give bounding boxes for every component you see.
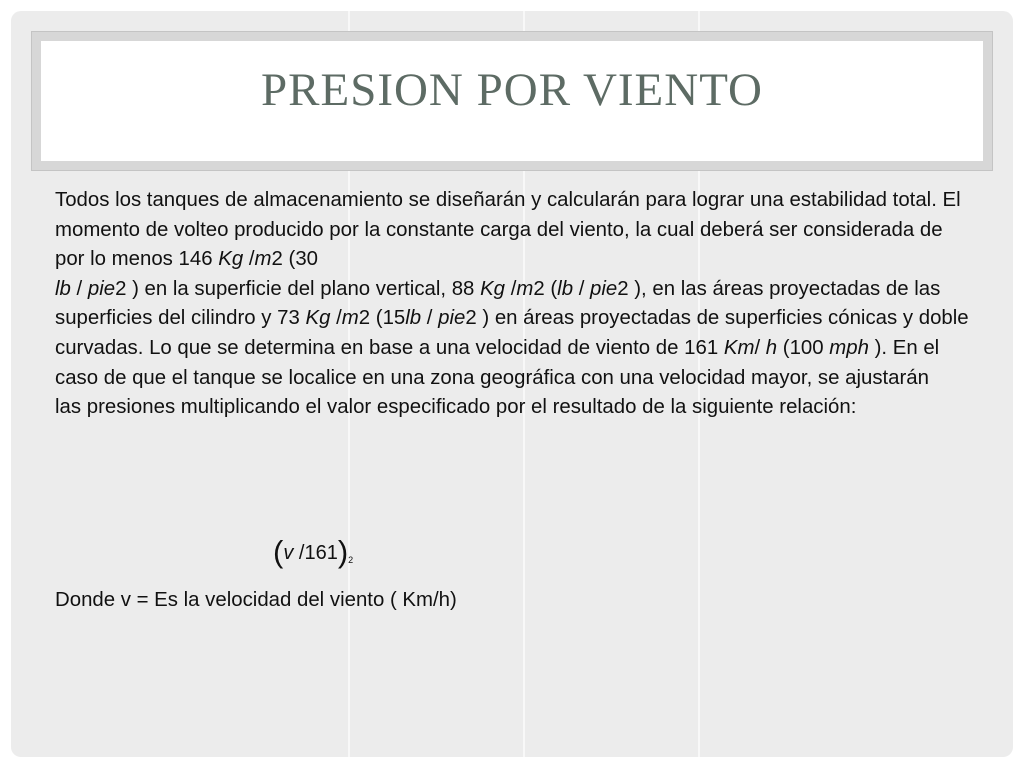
unit-m: m [254,248,272,271]
unit-kg: Kg [218,248,244,271]
text-run: / [330,307,342,330]
formula [273,534,354,574]
formula-open-paren: ( [273,534,284,569]
unit-lb: lb [55,277,71,300]
title-box [41,41,983,161]
text-run: 2 (15 [358,307,406,330]
unit-kg: Kg [480,277,506,300]
unit-h: h [765,336,778,359]
unit-km: Km [723,336,755,359]
text-run: las presiones multiplicando el valor especificado por el resultado de la siguiente relación: [55,396,857,419]
text-run: 2 ) en la superficie del plano vertical, 88 [115,277,481,300]
unit-m: m [516,277,534,300]
unit-pie: pie [87,277,116,300]
formula-exponent: 2 [348,555,354,565]
paragraph [55,186,975,423]
text-run: / [243,248,255,271]
unit-mph: mph [829,336,869,359]
slide [11,11,1013,757]
text-run: 2 ) en áreas proyectadas de superficies cónicas y doble curvadas. Lo que se determina en base a una velocidad de viento de 161 [55,307,969,359]
unit-lb: lb [405,307,422,330]
text-run: 2 ( [533,277,558,300]
unit-lb: lb [557,277,574,300]
text-run: / [505,277,517,300]
slide-title: PRESION POR VIENTO [261,64,763,116]
text-run: / [421,307,439,330]
title-frame [31,31,993,171]
formula-variable: v [283,542,294,564]
text-run: 2 ), en las áreas proyectadas de las superficies del cilindro y 73 [55,277,941,330]
text-run: / [70,277,88,300]
formula-close-paren: ) [337,534,349,569]
text-run: / [573,277,591,300]
text-run: ). En el caso de que el tanque se localice en una zona geográfica con una velocidad mayor, se ajustarán [55,336,940,389]
body-text [55,186,975,423]
unit-kg: Kg [305,307,331,330]
text-run: (100 [777,336,830,359]
unit-m: m [341,307,359,330]
unit-pie: pie [438,307,466,330]
text-run: 2 (30 [271,248,319,271]
text-run: Todos los tanques de almacenamiento se diseñarán y calcularán para lograr una estabilidad total. El momento de volteo producido por la constante carga del viento, la cual deberá ser considerada de por lo menos 146 [55,189,961,271]
text-run: / [754,336,766,359]
formula-divisor: /161 [293,542,338,564]
definition-text: Donde v = Es la velocidad del viento ( Km/h) [55,589,457,611]
unit-pie: pie [590,277,618,300]
